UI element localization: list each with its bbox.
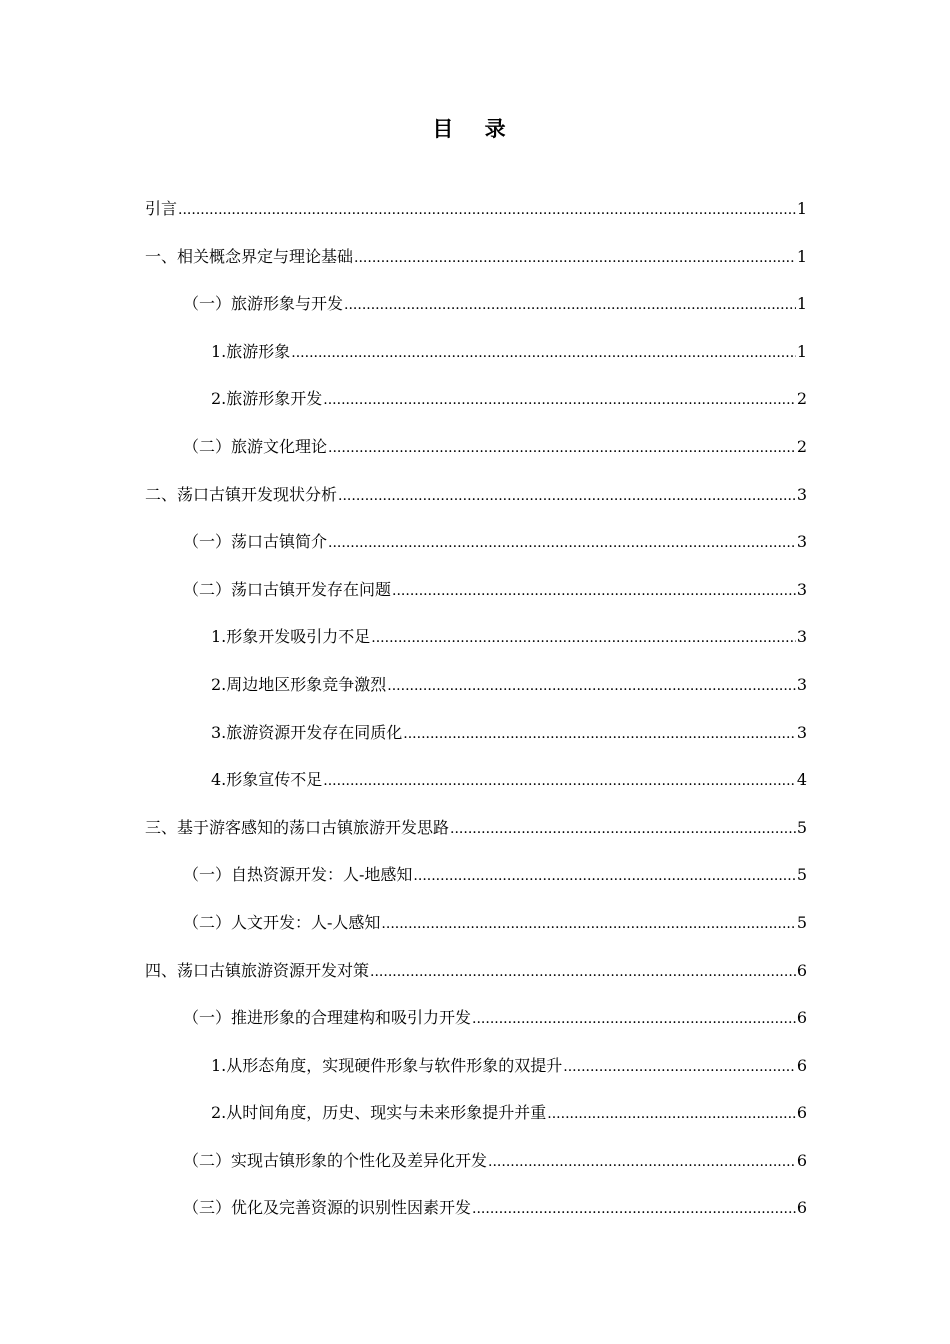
toc-leader-dots (392, 576, 796, 606)
toc-leader-dots (450, 814, 796, 844)
toc-leader-dots (387, 671, 796, 701)
toc-entry[interactable] (145, 432, 807, 480)
toc-entry-text: 3.旅游资源开发存在同质化 (211, 722, 403, 742)
toc-leader-dots (328, 528, 796, 558)
toc-entry[interactable] (145, 575, 807, 623)
toc-entry-text: 一、相关概念界定与理论基础 (145, 246, 354, 266)
toc-entry[interactable] (145, 480, 807, 528)
toc-entry[interactable] (145, 337, 807, 385)
toc-leader-dots (323, 385, 796, 415)
toc-entry-text: 二、荡口古镇开发现状分析 (145, 484, 338, 504)
toc-leader-dots (413, 861, 795, 891)
toc-entry[interactable] (145, 860, 807, 908)
toc-leader-dots (323, 766, 796, 796)
toc-leader-dots (338, 481, 796, 511)
toc-entry-text: 4.形象宣传不足 (211, 770, 323, 790)
toc-leader-dots (472, 1004, 796, 1034)
toc-entry[interactable] (145, 1051, 807, 1099)
toc-entry[interactable] (145, 1146, 807, 1194)
toc-entry[interactable] (145, 527, 807, 575)
toc-entry-text: 1.形象开发吸引力不足 (211, 627, 371, 647)
toc-entry-page-number: 5 (796, 912, 807, 932)
toc-entry-page-number: 2 (796, 389, 807, 409)
toc-entry-page-number: 3 (796, 484, 807, 504)
toc-entry[interactable] (145, 194, 807, 242)
toc-entry[interactable] (145, 765, 807, 813)
toc-title: 目 录 (432, 116, 518, 141)
toc-leader-dots (371, 623, 796, 653)
toc-entry-text: 四、荡口古镇旅游资源开发对策 (145, 960, 370, 980)
toc-entry-page-number: 3 (796, 674, 807, 694)
toc-leader-dots (472, 1194, 796, 1224)
toc-leader-dots (488, 1147, 796, 1177)
toc-entry-page-number: 6 (796, 1008, 807, 1028)
toc-entry-page-number: 5 (796, 817, 807, 837)
toc-leader-dots (381, 909, 795, 939)
toc-leader-dots (178, 195, 796, 225)
toc-entry-page-number: 1 (796, 199, 807, 218)
toc-entry[interactable] (145, 670, 807, 718)
toc-entry-page-number: 3 (796, 579, 807, 599)
toc-entry[interactable] (145, 1003, 807, 1051)
toc-entry[interactable] (145, 813, 807, 861)
toc-entry-page-number: 6 (796, 1198, 807, 1218)
toc-entry-page-number: 1 (796, 246, 807, 266)
toc-entry-text: 2.旅游形象开发 (211, 389, 323, 409)
toc-leader-dots (354, 243, 796, 273)
toc-entry[interactable] (145, 289, 807, 337)
toc-entry-text: 1.旅游形象 (211, 341, 291, 361)
toc-entry-page-number: 6 (796, 1150, 807, 1170)
toc-entry-text: （二）荡口古镇开发存在问题 (183, 579, 392, 599)
toc-entry-page-number: 6 (796, 1055, 807, 1075)
table-of-contents (145, 194, 807, 1241)
toc-entry-page-number: 1 (796, 341, 807, 361)
toc-entry-text: （一）推进形象的合理建构和吸引力开发 (183, 1008, 472, 1028)
toc-entry-page-number: 6 (796, 960, 807, 980)
toc-entry[interactable] (145, 242, 807, 290)
toc-entry[interactable] (145, 622, 807, 670)
toc-entry[interactable] (145, 1098, 807, 1146)
toc-entry[interactable] (145, 718, 807, 766)
toc-entry[interactable] (145, 1193, 807, 1241)
toc-entry-text: 2.周边地区形象竞争激烈 (211, 674, 387, 694)
toc-entry[interactable] (145, 908, 807, 956)
toc-entry-text: （二）人文开发：人-人感知 (183, 912, 381, 932)
toc-entry-page-number: 3 (796, 627, 807, 647)
toc-entry-page-number: 3 (796, 532, 807, 552)
toc-leader-dots (547, 1099, 796, 1129)
toc-entry-page-number: 3 (796, 722, 807, 742)
toc-entry-page-number: 1 (796, 294, 807, 314)
toc-entry-text: 1.从形态角度，实现硬件形象与软件形象的双提升 (211, 1055, 563, 1075)
toc-entry-page-number: 4 (796, 770, 807, 790)
toc-leader-dots (563, 1052, 796, 1082)
toc-entry[interactable] (145, 384, 807, 432)
toc-entry[interactable] (145, 956, 807, 1004)
toc-entry-page-number: 6 (796, 1103, 807, 1123)
toc-leader-dots (370, 957, 796, 987)
toc-entry-text: 引言 (145, 199, 178, 218)
toc-entry-text: 2.从时间角度，历史、现实与未来形象提升并重 (211, 1103, 547, 1123)
toc-entry-page-number: 5 (796, 865, 807, 885)
toc-entry-text: 三、基于游客感知的荡口古镇旅游开发思路 (145, 817, 450, 837)
toc-leader-dots (291, 338, 796, 368)
toc-leader-dots (328, 433, 796, 463)
toc-entry-text: （二）实现古镇形象的个性化及差异化开发 (183, 1150, 488, 1170)
toc-leader-dots (344, 290, 796, 320)
toc-entry-text: （一）旅游形象与开发 (183, 294, 344, 314)
toc-entry-text: （一）荡口古镇简介 (183, 532, 328, 552)
toc-entry-text: （三）优化及完善资源的识别性因素开发 (183, 1198, 472, 1218)
toc-entry-page-number: 2 (796, 436, 807, 456)
toc-entry-text: （一）自热资源开发：人-地感知 (183, 865, 413, 885)
toc-entry-text: （二）旅游文化理论 (183, 436, 328, 456)
toc-leader-dots (403, 719, 796, 749)
